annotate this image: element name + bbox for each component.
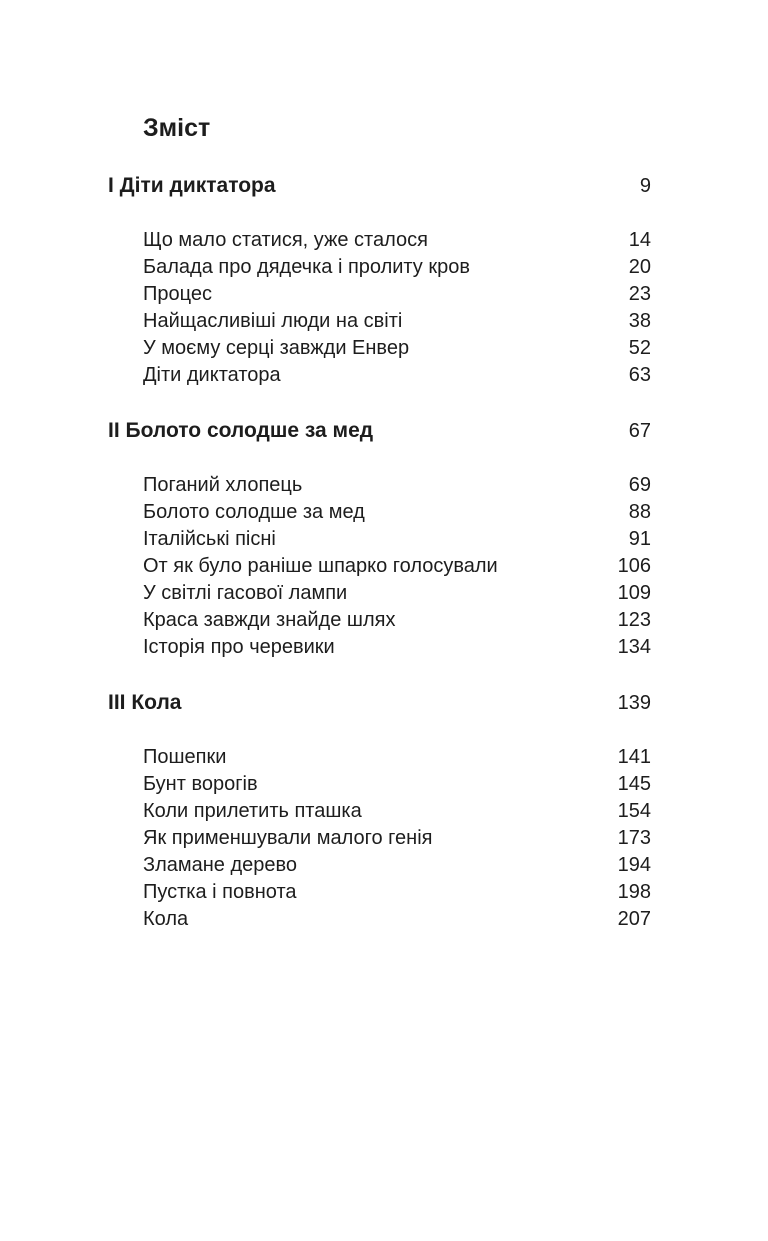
toc-content	[108, 112, 651, 933]
toc-section-label: II Болото солодше за мед	[108, 419, 374, 442]
toc-entry	[143, 227, 651, 254]
toc-entry	[143, 526, 651, 553]
toc-entry-title: У світлі гасової лампи	[143, 582, 348, 604]
toc-entry-title: У моєму серці завжди Енвер	[143, 337, 410, 359]
toc-entry-title: Найщасливіші люди на світі	[143, 310, 403, 332]
toc-entry	[143, 879, 651, 906]
toc-entry	[143, 553, 651, 580]
toc-entry-page-number: 38	[628, 310, 651, 332]
toc-entry	[143, 281, 651, 308]
toc-entry-title: Італійські пісні	[143, 528, 276, 550]
toc-entry-page-number: 69	[628, 474, 651, 496]
toc-entry	[143, 744, 651, 771]
toc-entry-page-number: 141	[617, 746, 651, 768]
toc-section-header	[108, 417, 651, 445]
toc-entry	[143, 362, 651, 389]
toc-section	[108, 172, 651, 389]
toc-entry	[143, 499, 651, 526]
toc-entry-page-number: 14	[628, 229, 651, 251]
toc-entry-title: Зламане дерево	[143, 854, 298, 876]
toc-entry-title: Кола	[143, 908, 189, 930]
toc-entry	[143, 852, 651, 879]
toc-entry-page-number: 134	[617, 636, 651, 658]
toc-entry	[143, 472, 651, 499]
toc-section-page-number: 67	[628, 420, 651, 442]
toc-entry-page-number: 123	[617, 609, 651, 631]
toc-entry	[143, 254, 651, 281]
toc-entry-title: Як применшували малого генія	[143, 827, 433, 849]
toc-section	[108, 417, 651, 661]
toc-entry	[143, 771, 651, 798]
toc-entry	[143, 308, 651, 335]
toc-entry-title: Діти диктатора	[143, 364, 281, 386]
toc-entry-page-number: 106	[617, 555, 651, 577]
toc-entry-page-number: 23	[628, 283, 651, 305]
toc-entry-page-number: 198	[617, 881, 651, 903]
toc-section-header	[108, 172, 651, 200]
toc-entry-title: Краса завжди знайде шлях	[143, 609, 396, 631]
toc-entry-page-number: 194	[617, 854, 651, 876]
toc-entry-list	[108, 472, 651, 661]
toc-entry	[143, 580, 651, 607]
toc-section-header	[108, 689, 651, 717]
toc-entry-title: Балада про дядечка і пролиту кров	[143, 256, 470, 278]
toc-section-label: III Кола	[108, 691, 182, 714]
toc-entry-page-number: 173	[617, 827, 651, 849]
toc-entry-page-number: 207	[617, 908, 651, 930]
toc-entry-title: От як було раніше шпарко голосували	[143, 555, 498, 577]
toc-entry-title: Поганий хлопець	[143, 474, 303, 496]
toc-entry	[143, 825, 651, 852]
toc-entry-title: Пустка і повнота	[143, 881, 297, 903]
toc-section-label: I Діти диктатора	[108, 174, 276, 197]
toc-entry-page-number: 20	[628, 256, 651, 278]
toc-entry-title: Бунт ворогів	[143, 773, 258, 795]
toc-sections	[108, 172, 651, 933]
toc-entry	[143, 906, 651, 933]
toc-section-page-number: 9	[639, 175, 651, 197]
toc-entry	[143, 798, 651, 825]
toc-entry-page-number: 52	[628, 337, 651, 359]
toc-section-page-number: 139	[617, 692, 651, 714]
toc-entry-title: Історія про черевики	[143, 636, 335, 658]
toc-entry-page-number: 63	[628, 364, 651, 386]
toc-entry-page-number: 91	[628, 528, 651, 550]
toc-entry-page-number: 109	[617, 582, 651, 604]
toc-entry	[143, 335, 651, 362]
toc-entry-title: Пошепки	[143, 746, 227, 768]
toc-entry-title: Що мало статися, уже сталося	[143, 229, 428, 251]
toc-entry-title: Процес	[143, 283, 212, 305]
page-title: Зміст	[143, 114, 211, 142]
toc-entry-title: Болото солодше за мед	[143, 501, 365, 523]
toc-entry-title: Коли прилетить пташка	[143, 800, 362, 822]
toc-entry-list	[108, 744, 651, 933]
toc-section	[108, 689, 651, 933]
toc-entry	[143, 634, 651, 661]
toc-entry	[143, 607, 651, 634]
toc-entry-page-number: 154	[617, 800, 651, 822]
toc-entry-page-number: 145	[617, 773, 651, 795]
toc-entry-list	[108, 227, 651, 389]
toc-entry-page-number: 88	[628, 501, 651, 523]
